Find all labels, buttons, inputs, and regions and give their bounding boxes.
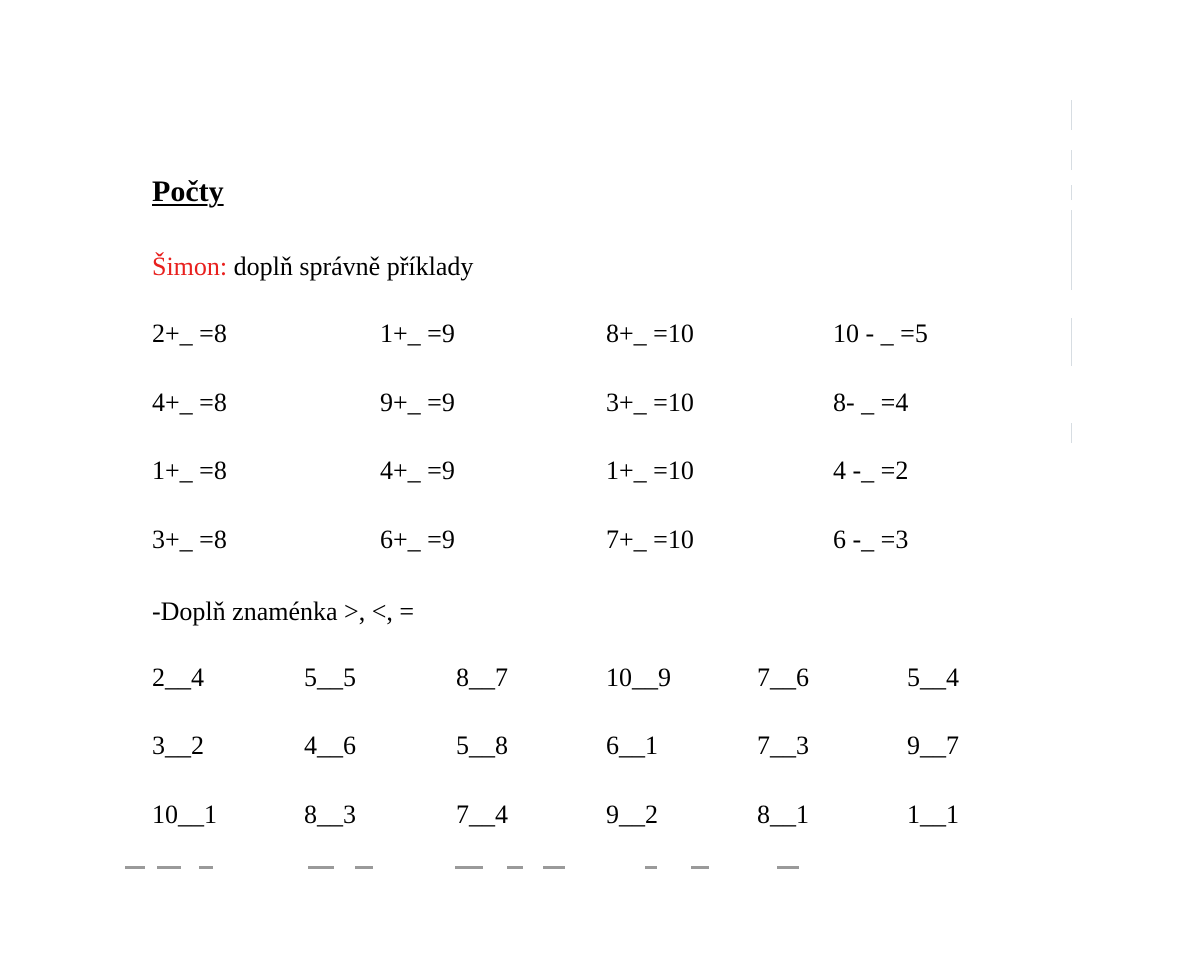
compare-problem: 10__1 [152,800,217,829]
compare-problem: 9__2 [606,800,658,829]
math-problem: 2+_ =8 [152,319,227,348]
math-problem: 4+_ =9 [380,456,455,485]
compare-problem: 4__6 [304,731,356,760]
math-problem: 8+_ =10 [606,319,694,348]
compare-problem: 1__1 [907,800,959,829]
math-problem: 7+_ =10 [606,525,694,554]
student-name: Šimon: [152,252,228,281]
compare-problem: 3__2 [152,731,204,760]
exercise1-row [0,316,1200,352]
compare-problem: 8__3 [304,800,356,829]
compare-problem: 10__9 [606,663,671,692]
compare-problem: 5__4 [907,663,959,692]
math-problem: 1+_ =8 [152,456,227,485]
exercise1-row [0,385,1200,421]
math-problem: 1+_ =10 [606,456,694,485]
compare-problem: 2__4 [152,663,204,692]
exercise1-row [0,522,1200,558]
math-problem: 10 - _ =5 [833,319,928,348]
math-problem: 3+_ =10 [606,388,694,417]
cut-off-text-row [125,866,825,872]
compare-problem: 5__8 [456,731,508,760]
page-edge-line [1071,100,1072,130]
exercise2-row [0,660,1200,696]
page-edge-line [1071,150,1072,170]
math-problem: 8- _ =4 [833,388,909,417]
page-title: Počty [152,175,224,208]
page-edge-line [1071,423,1072,443]
exercise2-row [0,797,1200,833]
compare-problem: 7__6 [757,663,809,692]
math-problem: 6 -_ =3 [833,525,909,554]
math-problem: 4+_ =8 [152,388,227,417]
math-problem: 9+_ =9 [380,388,455,417]
page-edge-line [1071,185,1072,200]
page-edge-line [1071,210,1072,290]
compare-problem: 7__3 [757,731,809,760]
instruction-line [152,250,473,284]
math-problem: 3+_ =8 [152,525,227,554]
compare-problem: 8__1 [757,800,809,829]
math-problem: 4 -_ =2 [833,456,909,485]
compare-problem: 7__4 [456,800,508,829]
math-problem: 6+_ =9 [380,525,455,554]
exercise2-row [0,728,1200,764]
compare-problem: 5__5 [304,663,356,692]
instruction-text: doplň správně příklady [227,252,474,281]
compare-problem: 8__7 [456,663,508,692]
exercise1-row [0,453,1200,489]
compare-problem: 6__1 [606,731,658,760]
exercise2-heading: -Doplň znaménka >, <, = [152,597,415,626]
compare-problem: 9__7 [907,731,959,760]
math-problem: 1+_ =9 [380,319,455,348]
